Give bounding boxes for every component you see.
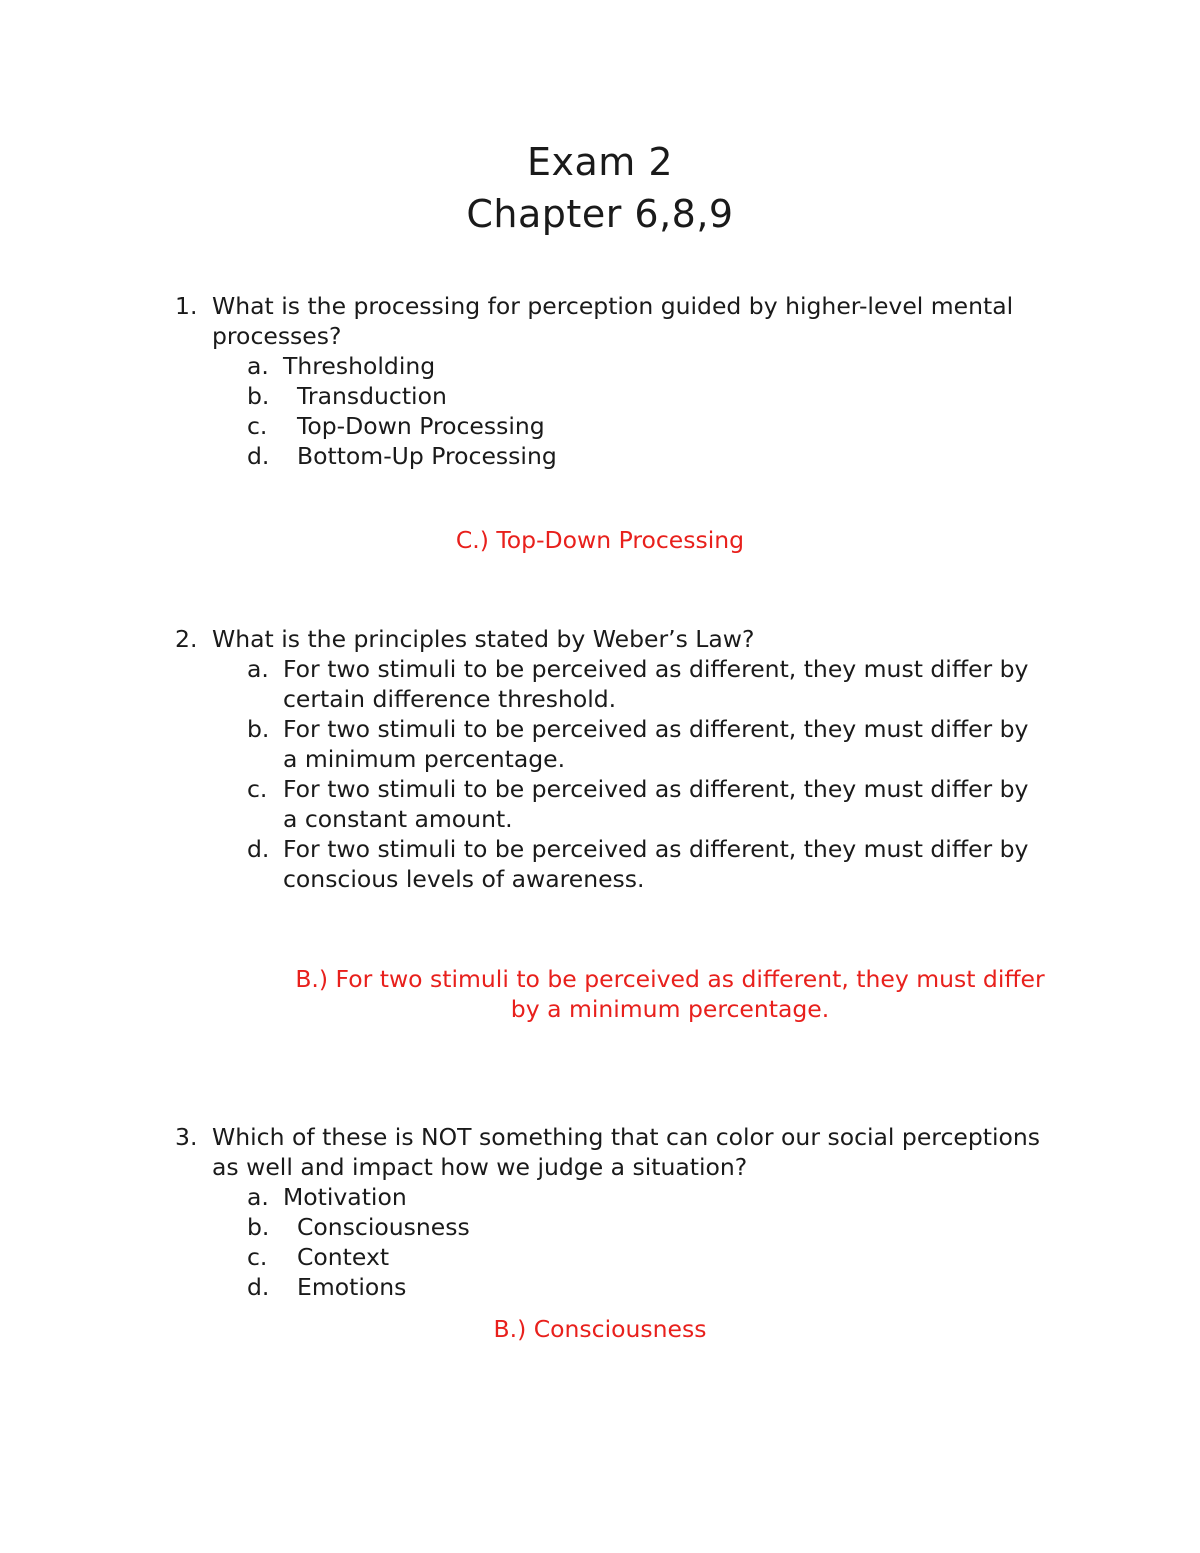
option-letter: a. <box>247 1183 269 1211</box>
answer-1: C.) Top-Down Processing <box>455 526 745 554</box>
question-number: 2. <box>175 625 198 653</box>
option-letter: b. <box>247 1213 270 1241</box>
option-text: Thresholding <box>283 352 436 380</box>
question-text: What is the principles stated by Weber’s Law? <box>212 625 755 653</box>
option-item <box>247 714 1047 774</box>
option-item <box>247 654 1047 714</box>
option-letter: a. <box>247 655 269 683</box>
question-number: 1. <box>175 292 198 320</box>
option-list <box>247 351 1047 471</box>
option-letter: d. <box>247 1273 270 1301</box>
option-text: Bottom-Up Processing <box>297 442 557 470</box>
option-letter: d. <box>247 835 270 863</box>
option-item <box>247 411 1047 441</box>
option-text: Motivation <box>283 1183 407 1211</box>
question-number: 3. <box>175 1123 198 1151</box>
option-letter: d. <box>247 442 270 470</box>
option-item <box>247 1182 1047 1212</box>
option-letter: c. <box>247 1243 268 1271</box>
option-letter: b. <box>247 715 270 743</box>
question-text: Which of these is NOT something that can color our social perceptions as well and impact how we judge a situation? <box>212 1123 1040 1181</box>
question-3 <box>175 1122 1072 1302</box>
option-item <box>247 441 1047 471</box>
option-text: Consciousness <box>297 1213 470 1241</box>
question-1 <box>175 291 1072 471</box>
option-item <box>247 834 1047 894</box>
option-item <box>247 381 1047 411</box>
answer-3: B.) Consciousness <box>493 1315 707 1343</box>
question-2 <box>175 624 1072 894</box>
option-text: Emotions <box>297 1273 407 1301</box>
option-text: For two stimuli to be perceived as different, they must differ by a constant amount. <box>283 775 1029 833</box>
option-item <box>247 774 1047 834</box>
option-letter: c. <box>247 775 268 803</box>
page-subtitle: Chapter 6,8,9 <box>466 192 734 236</box>
option-item <box>247 1212 1047 1242</box>
option-letter: c. <box>247 412 268 440</box>
option-item <box>247 1272 1047 1302</box>
option-text: For two stimuli to be perceived as different, they must differ by a minimum percentage. <box>283 715 1029 773</box>
option-text: For two stimuli to be perceived as different, they must differ by certain difference threshold. <box>283 655 1029 713</box>
option-item <box>247 351 1047 381</box>
option-text: For two stimuli to be perceived as different, they must differ by conscious levels of awareness. <box>283 835 1029 893</box>
option-letter: b. <box>247 382 270 410</box>
page-title: Exam 2 <box>526 140 674 184</box>
option-list <box>247 1182 1047 1302</box>
option-item <box>247 1242 1047 1272</box>
answer-2: B.) For two stimuli to be perceived as different, they must differ by a minimum percentage. <box>295 965 1045 1023</box>
option-text: Context <box>297 1243 390 1271</box>
question-text: What is the processing for perception guided by higher-level mental processes? <box>212 292 1014 350</box>
option-list <box>247 654 1047 894</box>
option-text: Transduction <box>297 382 447 410</box>
option-letter: a. <box>247 352 269 380</box>
option-text: Top-Down Processing <box>297 412 545 440</box>
